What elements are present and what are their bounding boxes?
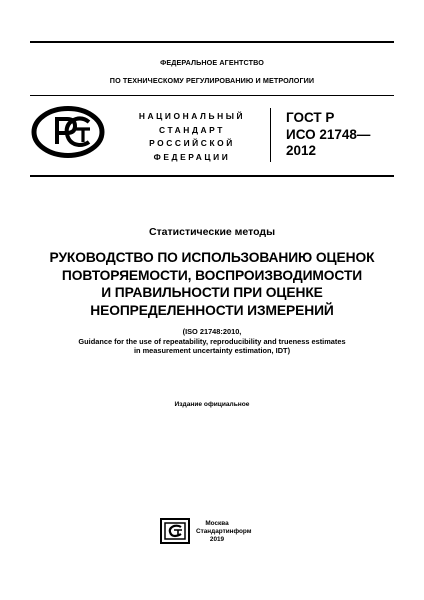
designation-line-2: ИСО 21748—	[286, 126, 371, 142]
bottom-rule	[30, 175, 394, 177]
national-standard-block	[118, 110, 266, 164]
intl-line-2: Guidance for the use of repeatability, reproducibility and trueness estimates	[78, 336, 346, 346]
title-line-2: ПОВТОРЯЕМОСТИ, ВОСПРОИЗВОДИМОСТИ	[61, 267, 363, 283]
standard-line-1: НАЦИОНАЛЬНЫЙ	[138, 111, 246, 121]
designation-line-3: 2012	[286, 143, 317, 158]
title-line-4: НЕОПРЕДЕЛЕННОСТИ ИЗМЕРЕНИЙ	[90, 302, 334, 318]
standard-designation	[286, 110, 370, 160]
agency-line-2: ПО ТЕХНИЧЕСКОМУ РЕГУЛИРОВАНИЮ И МЕТРОЛОГИИ	[109, 76, 315, 85]
standard-line-4: ФЕДЕРАЦИИ	[153, 151, 231, 162]
standartinform-logo-icon	[160, 518, 190, 544]
top-rule	[30, 41, 394, 43]
publisher-year: 2019	[209, 536, 225, 543]
intl-line-1: (ISO 21748:2010,	[182, 327, 242, 336]
publisher-block	[196, 520, 252, 544]
middle-rule	[30, 95, 394, 96]
international-reference	[0, 327, 424, 356]
title-line-1: РУКОВОДСТВО ПО ИСПОЛЬЗОВАНИЮ ОЦЕНОК	[49, 250, 375, 265]
designation-line-1: ГОСТ Р	[286, 110, 335, 125]
vertical-separator	[270, 108, 271, 162]
rst-logo-icon	[31, 106, 105, 158]
edition-note: Издание официальное	[174, 401, 250, 408]
document-title	[0, 249, 424, 319]
publisher-city: Москва	[205, 520, 229, 527]
agency-line-1: ФЕДЕРАЛЬНОЕ АГЕНТСТВО	[160, 58, 264, 67]
standard-line-2: СТАНДАРТ	[159, 124, 225, 135]
title-line-3: И ПРАВИЛЬНОСТИ ПРИ ОЦЕНКЕ	[101, 285, 323, 300]
intl-line-3: in measurement uncertainty estimation, IDT)	[133, 346, 291, 356]
standard-line-3: РОССИЙСКОЙ	[149, 138, 235, 148]
subtitle: Статистические методы	[148, 226, 276, 238]
publisher-name: Стандартинформ	[196, 528, 252, 535]
